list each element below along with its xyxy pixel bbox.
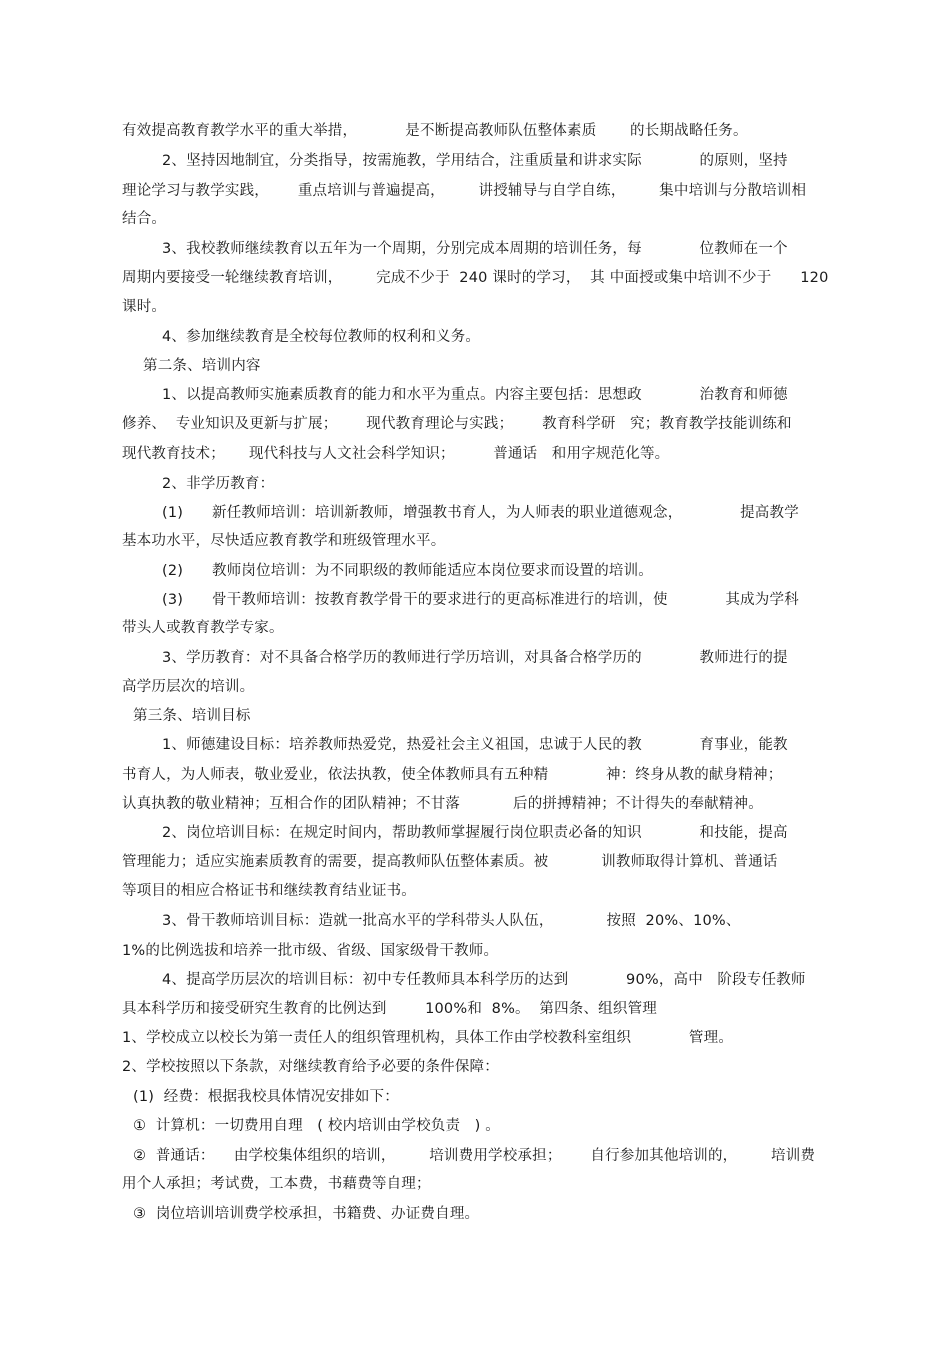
text-line: 4、参加继续教育是全校每位教师的权利和义务。 (162, 329, 481, 345)
text-line: 2、学校按照以下条款，对继续教育给予必要的条件保障： (122, 1059, 499, 1075)
text-line: 理论学习与教学实践， 重点培训与普遍提高， 讲授辅导与自学自练， 集中培训与分散培训相 (122, 183, 807, 199)
text-line: 3、学历教育：对不具备合格学历的教师进行学历培训，对具备合格学历的 教师进行的提 (162, 650, 788, 666)
text-line: 修养、 专业知识及更新与扩展； 现代教育理论与实践； 教育科学研 究；教育教学技能训练和 (122, 416, 792, 432)
text-line: 1、师德建设目标：培养教师热爱党，热爱社会主义祖国，忠诚于人民的教 育事业，能教 (162, 737, 788, 753)
text-line: 等项目的相应合格证书和继续教育结业证书。 (122, 883, 416, 899)
text-line: 1、以提高教师实施素质教育的能力和水平为重点。内容主要包括：思想政 治教育和师德 (162, 387, 788, 403)
text-line: 认真执教的敬业精神；互相合作的团队精神；不甘落 后的拼搏精神；不计得失的奉献精神。 (122, 796, 763, 812)
text-line: 带头人或教育教学专家。 (122, 620, 284, 636)
text-line: ③ 岗位培训培训费学校承担，书籍费、办证费自理。 (133, 1206, 480, 1222)
section-heading: 第二条、培训内容 (143, 358, 261, 374)
text-line: (3) 骨干教师培训：按教育教学骨干的要求进行的更高标准进行的培训，使 其成为学科 (162, 592, 799, 608)
text-line: 2、岗位培训目标：在规定时间内，帮助教师掌握履行岗位职责必备的知识 和技能，提高 (162, 825, 788, 841)
text-line: (2) 教师岗位培训：为不同职级的教师能适应本岗位要求而设置的培训。 (162, 563, 653, 579)
text-line: ① 计算机：一切费用自理 ( 校内培训由学校负责 ) 。 (133, 1118, 501, 1134)
text-line: 有效提高教育教学水平的重大举措， 是不断提高教师队伍整体素质 的长期战略任务。 (122, 123, 748, 139)
text-line: 书育人，为人师表，敬业爱业，依法执教，使全体教师具有五种精 神：终身从教的献身精神； (122, 767, 783, 783)
text-line: 周期内要接受一轮继续教育培训， 完成不少于 240 课时的学习， 其 中面授或集中培训不少于 120 (122, 270, 829, 286)
section-heading: 第三条、培训目标 (133, 708, 251, 724)
text-line: 课时。 (122, 299, 167, 315)
text-line: 管理能力；适应实施素质教育的需要，提高教师队伍整体素质。被 训教师取得计算机、普通话 (122, 854, 778, 870)
text-line: 现代教育技术； 现代科技与人文社会科学知识； 普通话 和用字规范化等。 (122, 446, 670, 462)
text-line: 具本科学历和接受研究生教育的比例达到 100%和 8%。 第四条、组织管理 (122, 1001, 657, 1017)
text-line: 1、学校成立以校长为第一责任人的组织管理机构，具体工作由学校教科室组织 管理。 (122, 1030, 734, 1046)
text-line: 结合。 (122, 211, 167, 227)
text-line: 2、坚持因地制宜，分类指导，按需施教，学用结合，注重质量和讲求实际 的原则，坚持 (162, 153, 788, 169)
text-line: 3、我校教师继续教育以五年为一个周期，分别完成本周期的培训任务，每 位教师在一个 (162, 241, 788, 257)
text-line: 基本功水平，尽快适应教育教学和班级管理水平。 (122, 533, 446, 549)
text-line: 用个人承担；考试费，工本费，书藉费等自理； (122, 1176, 431, 1192)
text-line: 高学历层次的培训。 (122, 679, 255, 695)
text-line: ② 普通话： 由学校集体组织的培训， 培训费用学校承担； 自行参加其他培训的， 培训费 (133, 1148, 816, 1164)
text-line: 2、非学历教育： (162, 476, 275, 492)
text-line: 3、骨干教师培训目标：造就一批高水平的学科带头人队伍， 按照 20%、10%、 (162, 913, 741, 929)
text-line: (1) 新任教师培训：培训新教师，增强教书育人，为人师表的职业道德观念， 提高教学 (162, 505, 799, 521)
text-line: 1%的比例选拔和培养一批市级、省级、国家级骨干教师。 (122, 943, 499, 959)
text-line: 4、提高学历层次的培训目标：初中专任教师具本科学历的达到 90%，高中 阶段专任教师 (162, 972, 806, 988)
text-line: (1) 经费：根据我校具体情况安排如下： (133, 1089, 399, 1105)
